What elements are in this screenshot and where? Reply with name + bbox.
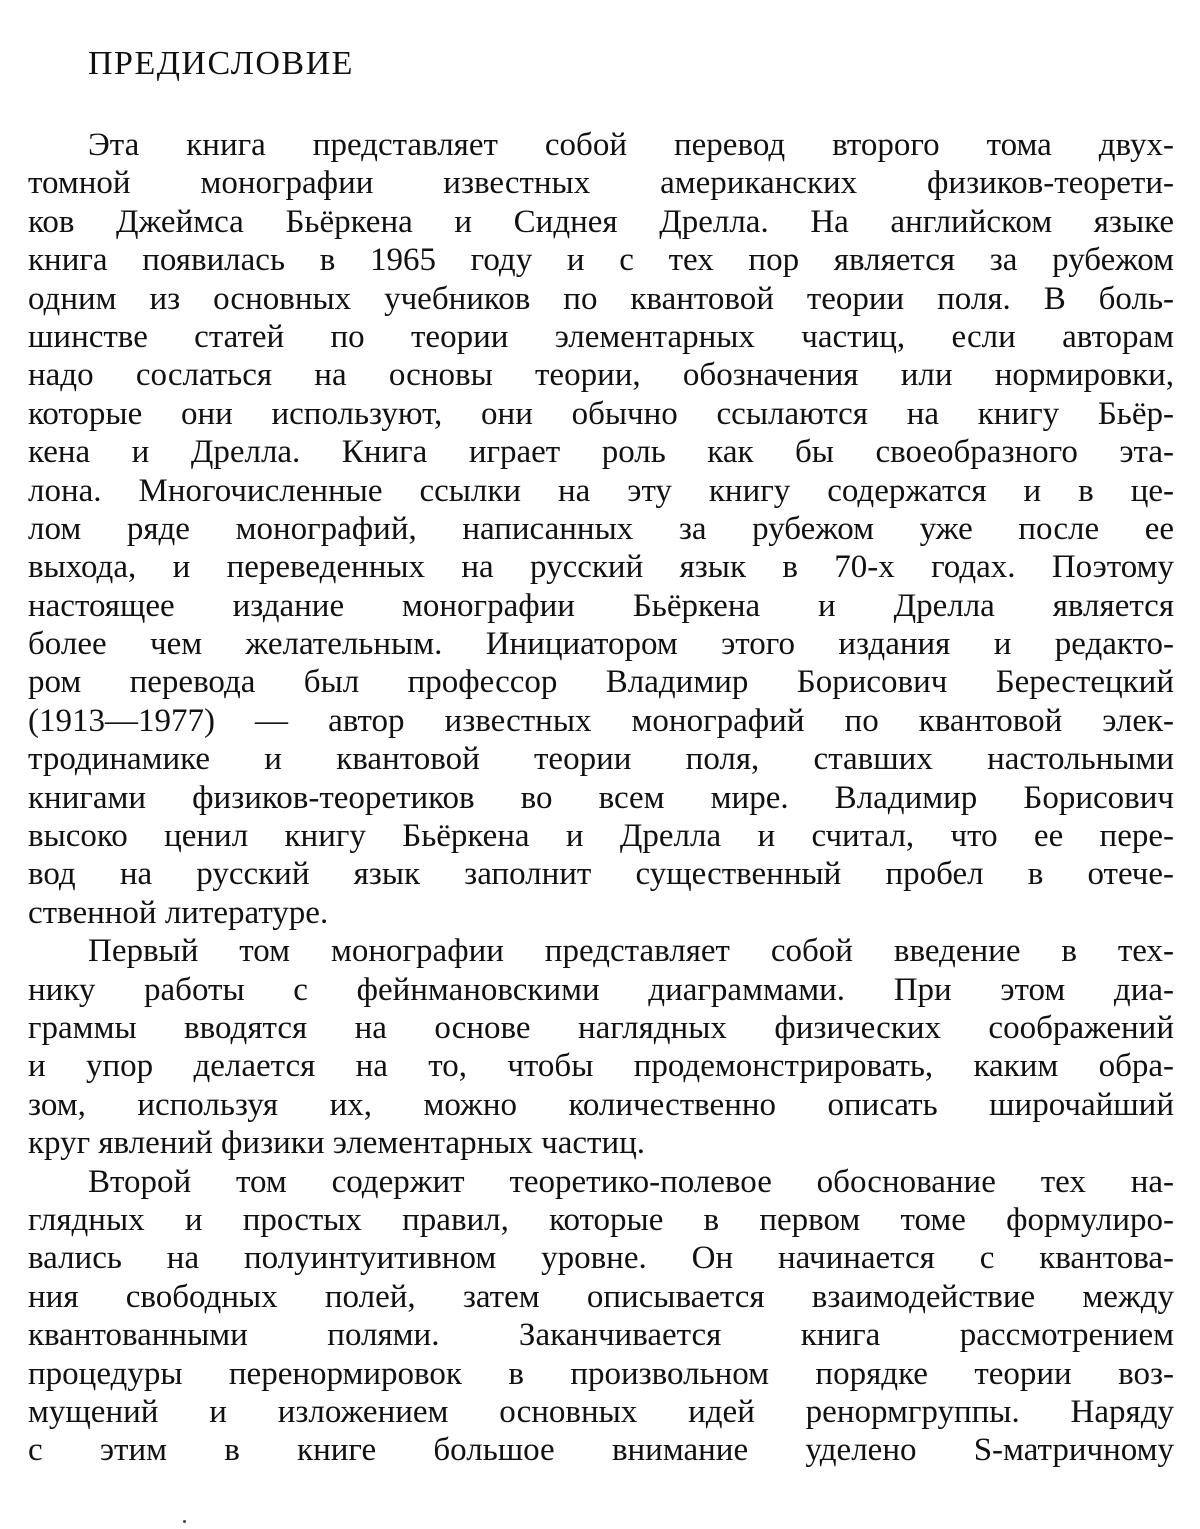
text-line: и упор делается на то, чтобы продемонстрировать, каким обра- xyxy=(28,1048,1174,1085)
text-line: надо сослаться на основы теории, обозначения или нормировки, xyxy=(28,357,1174,394)
body-text xyxy=(28,126,1174,1470)
text-line: ков Джеймса Бьёркена и Сиднея Дрелла. На английском языке xyxy=(28,203,1174,240)
text-line: высоко ценил книгу Бьёркена и Дрелла и считал, что ее пере- xyxy=(28,818,1174,855)
text-line: шинстве статей по теории элементарных частиц, если авторам xyxy=(28,318,1174,355)
text-line: нику работы с фейнмановскими диаграммами. При этом диа- xyxy=(28,971,1174,1008)
text-line: настоящее издание монографии Бьёркена и Дрелла является xyxy=(28,587,1174,624)
text-line: которые они используют, они обычно ссылаются на книгу Бьёр- xyxy=(28,395,1174,432)
text-line: Второй том содержит теоретико-полевое обоснование тех на- xyxy=(88,1163,1174,1200)
text-line: книга появилась в 1965 году и с тех пор является за рубежом xyxy=(28,242,1174,279)
text-line: одним из основных учебников по квантовой теории поля. В боль- xyxy=(28,280,1174,317)
text-line: ственной литературе. xyxy=(28,894,329,931)
text-line: (1913—1977) — автор известных монографий по квантовой элек- xyxy=(28,702,1174,739)
text-line: ром перевода был профессор Владимир Борисович Берестецкий xyxy=(28,664,1174,701)
text-line: выхода, и переведенных на русский язык в 70-х годах. Поэтому xyxy=(28,549,1174,586)
text-line: процедуры перенормировок в произвольном порядке теории воз- xyxy=(28,1355,1174,1392)
paragraph xyxy=(28,932,1174,1162)
page-title: ПРЕДИСЛОВИЕ xyxy=(88,45,354,82)
text-line: ния свободных полей, затем описывается взаимодействие между xyxy=(28,1278,1174,1315)
text-line: вались на полуинтуитивном уровне. Он начинается с квантова- xyxy=(28,1240,1174,1277)
text-line: Эта книга представляет собой перевод второго тома двух- xyxy=(88,127,1174,163)
text-line: с этим в книге большое внимание уделено S-матричному xyxy=(28,1432,1174,1469)
text-line: более чем желательным. Инициатором этого издания и редакто- xyxy=(28,626,1174,663)
text-line: граммы вводятся на основе наглядных физических соображений xyxy=(28,1009,1174,1046)
text-line: лона. Многочисленные ссылки на эту книгу содержатся и в це- xyxy=(28,472,1174,509)
text-line: круг явлений физики элементарных частиц. xyxy=(28,1125,646,1162)
text-line: вод на русский язык заполнит существенный пробел в отече- xyxy=(28,856,1174,893)
text-line: кена и Дрелла. Книга играет роль как бы своеобразного эта- xyxy=(28,434,1174,471)
text-line: тродинамике и квантовой теории поля, ставших настольными xyxy=(28,741,1174,778)
text-line: книгами физиков-теоретиков во всем мире. Владимир Борисович xyxy=(28,779,1174,816)
text-line: лом ряде монографий, написанных за рубежом уже после ее xyxy=(28,510,1174,547)
print-speck xyxy=(183,1520,186,1523)
paragraph xyxy=(28,126,1174,932)
paragraph xyxy=(28,1163,1174,1470)
text-line: томной монографии известных американских физиков-теорети- xyxy=(28,165,1174,202)
text-line: мущений и изложением основных идей ренормгруппы. Наряду xyxy=(28,1393,1174,1430)
text-line: глядных и простых правил, которые в первом томе формулиро- xyxy=(28,1201,1174,1238)
text-line: Первый том монографии представляет собой введение в тех- xyxy=(88,933,1174,970)
text-line: квантованными полями. Заканчивается книга рассмотрением xyxy=(28,1317,1174,1354)
text-line: зом, используя их, можно количественно описать широчайший xyxy=(28,1086,1174,1123)
